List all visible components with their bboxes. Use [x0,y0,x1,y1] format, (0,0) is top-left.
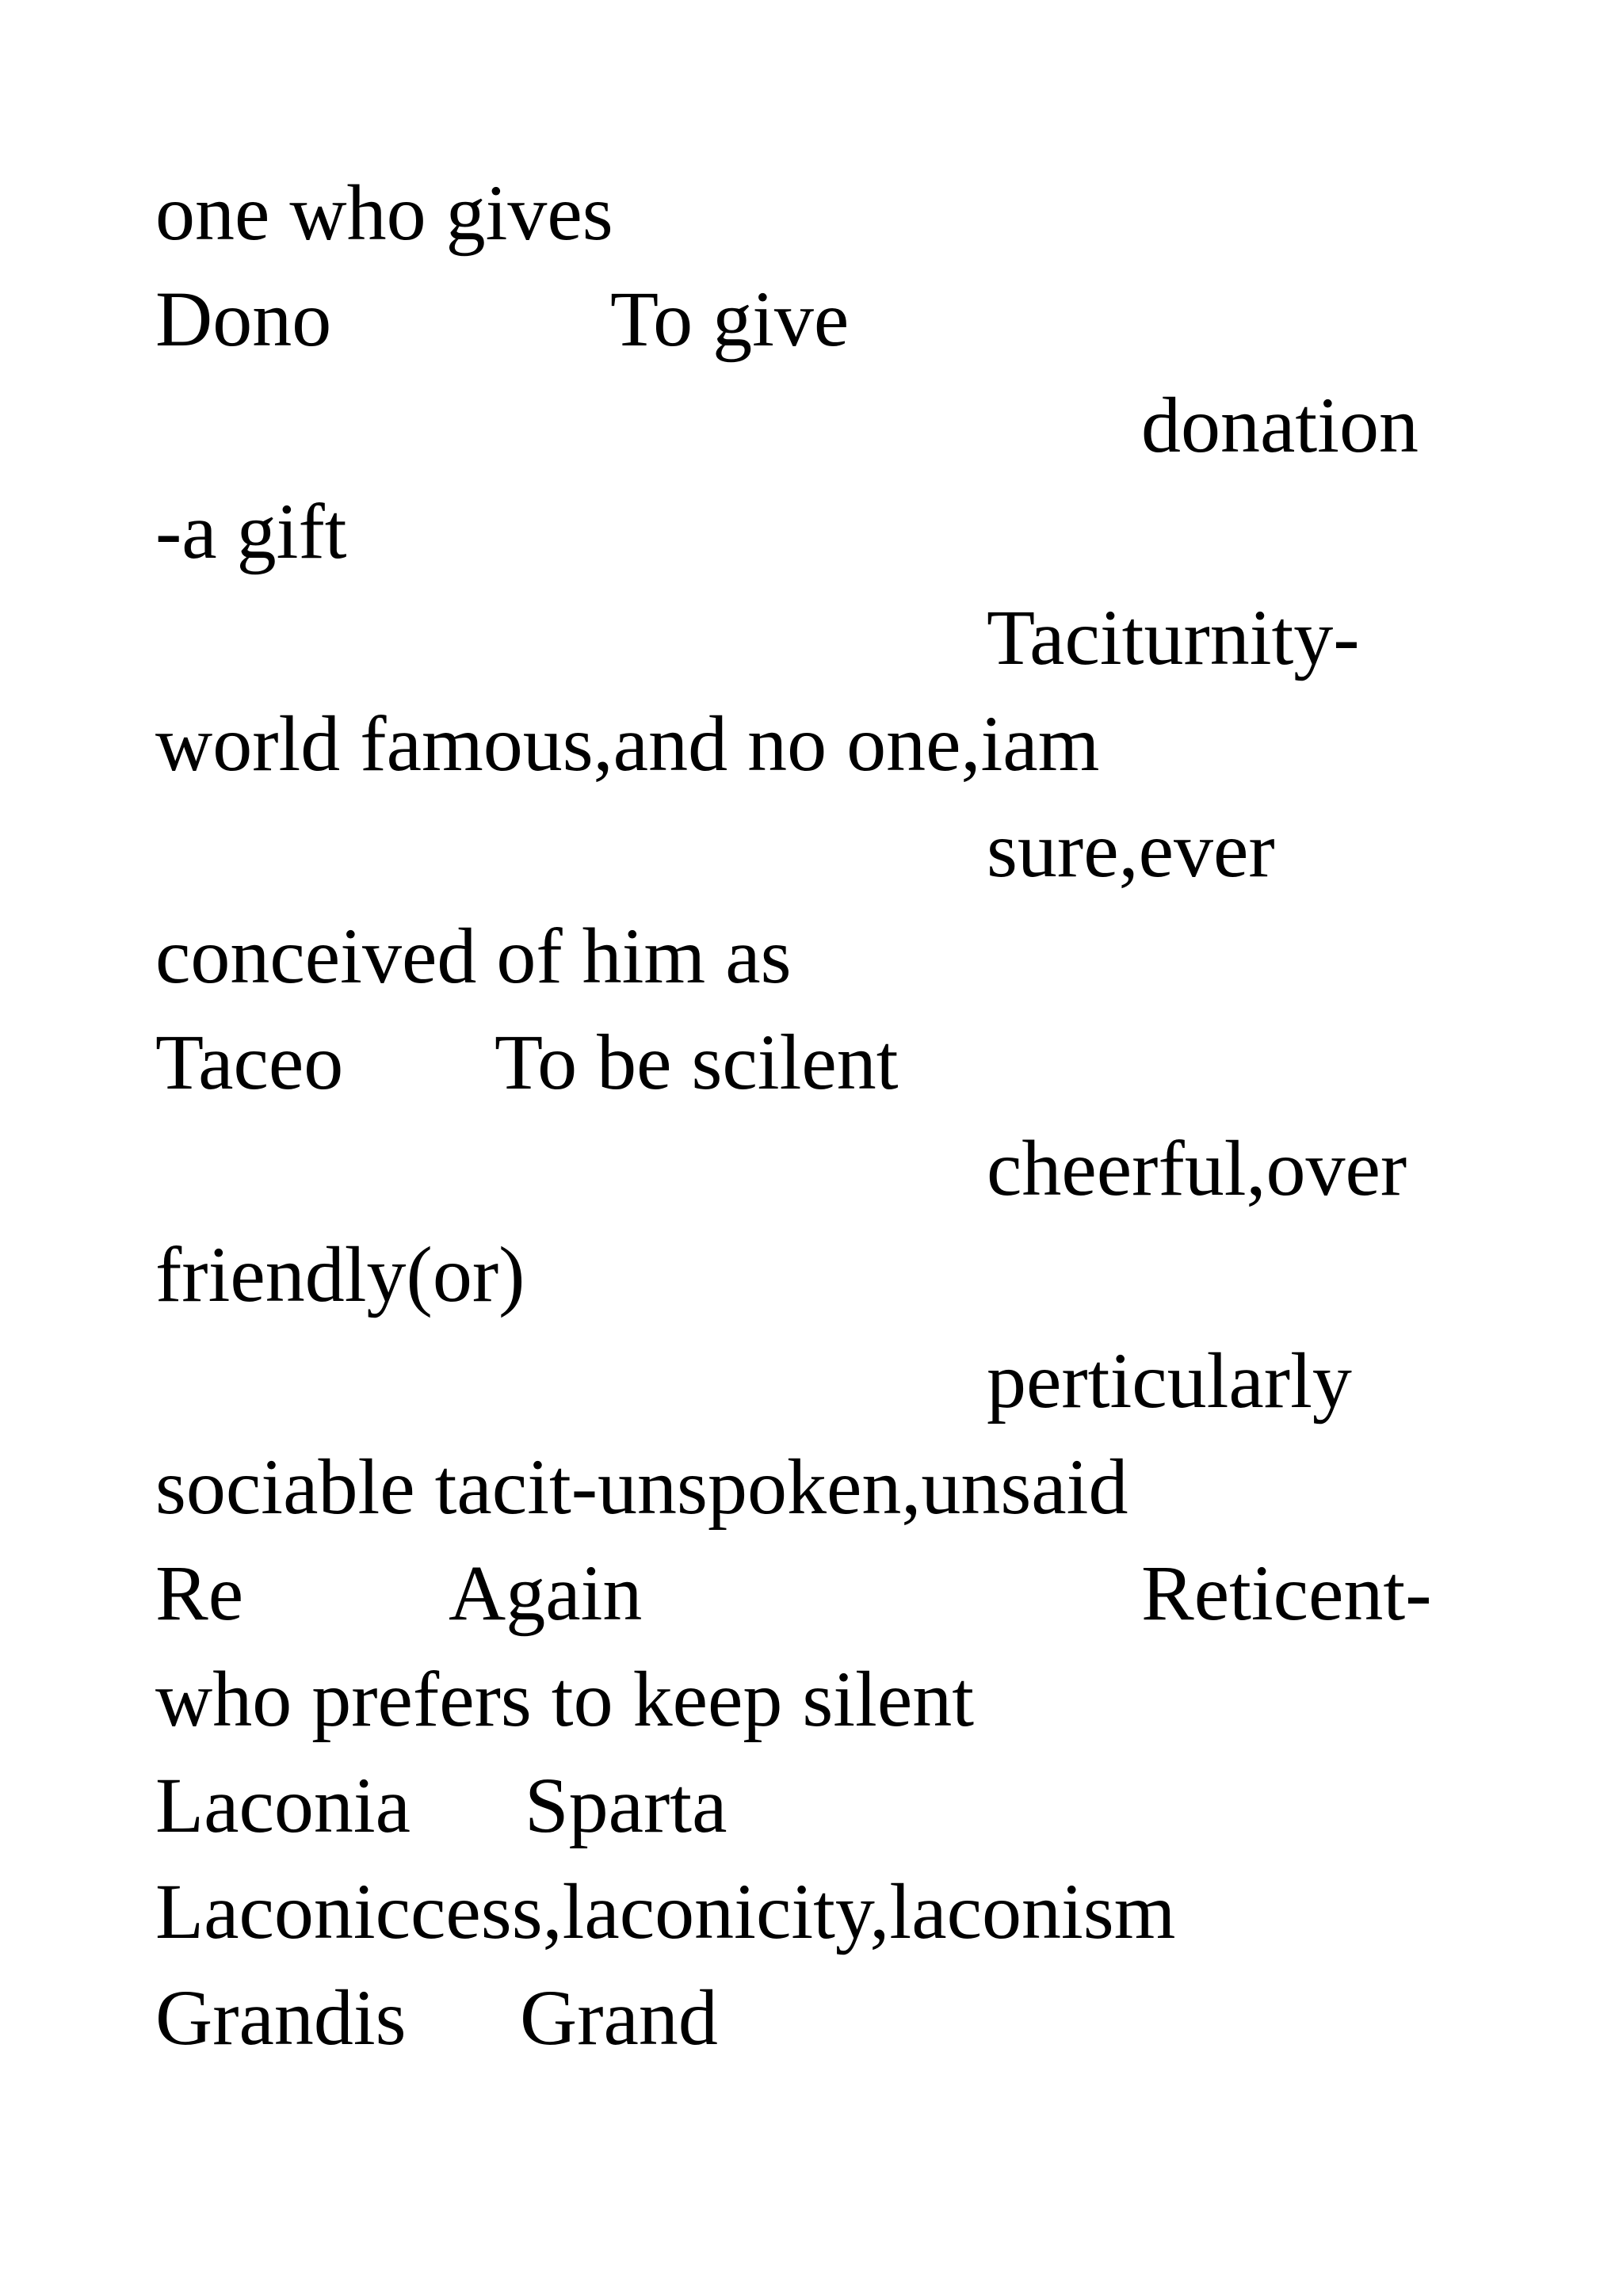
note-line [0,1434,1623,1540]
latin-word: Taceo [155,1018,344,1106]
note-line [0,1646,1623,1753]
note-text: perticularly [987,1337,1352,1425]
note-text: cheerful,over [987,1124,1407,1212]
note-text: friendly(or) [155,1230,525,1318]
meaning: Sparta [525,1761,727,1849]
note-line [0,691,1623,797]
note-line [0,797,1623,903]
meaning: To give [610,275,850,363]
note-line [0,1965,1623,2071]
note-text: who prefers to keep silent [155,1655,975,1743]
note-line [0,903,1623,1009]
latin-word: Grandis [155,1974,407,2061]
note-text: donation [1141,381,1419,469]
note-line [0,1859,1623,1965]
latin-word: Re [155,1549,244,1637]
note-line [0,1540,1623,1646]
latin-word: Dono [155,275,332,363]
note-line [0,479,1623,585]
note-text: sociable tacit-unspoken,unsaid [155,1443,1128,1531]
note-line [0,1116,1623,1222]
note-text: one who gives [155,169,613,257]
note-line [0,1328,1623,1434]
note-line [0,1222,1623,1328]
note-text: world famous,and no one,iam [155,700,1100,788]
note-line [0,160,1623,266]
meaning: Grand [520,1974,718,2061]
meaning: To be scilent [495,1018,899,1106]
note-line [0,1753,1623,1859]
note-text: Laconiccess,laconicity,laconism [155,1867,1176,1955]
meaning: Again [449,1549,643,1637]
latin-word: Laconia [155,1761,411,1849]
note-line [0,266,1623,372]
note-line [0,372,1623,479]
note-line [0,1009,1623,1116]
note-line [0,585,1623,691]
note-text: conceived of him as [155,912,792,1000]
note-text: -a gift [155,487,347,575]
note-text: Reticent- [1141,1549,1432,1637]
note-text: sure,ever [987,806,1275,894]
note-text: Taciturnity- [987,593,1360,681]
